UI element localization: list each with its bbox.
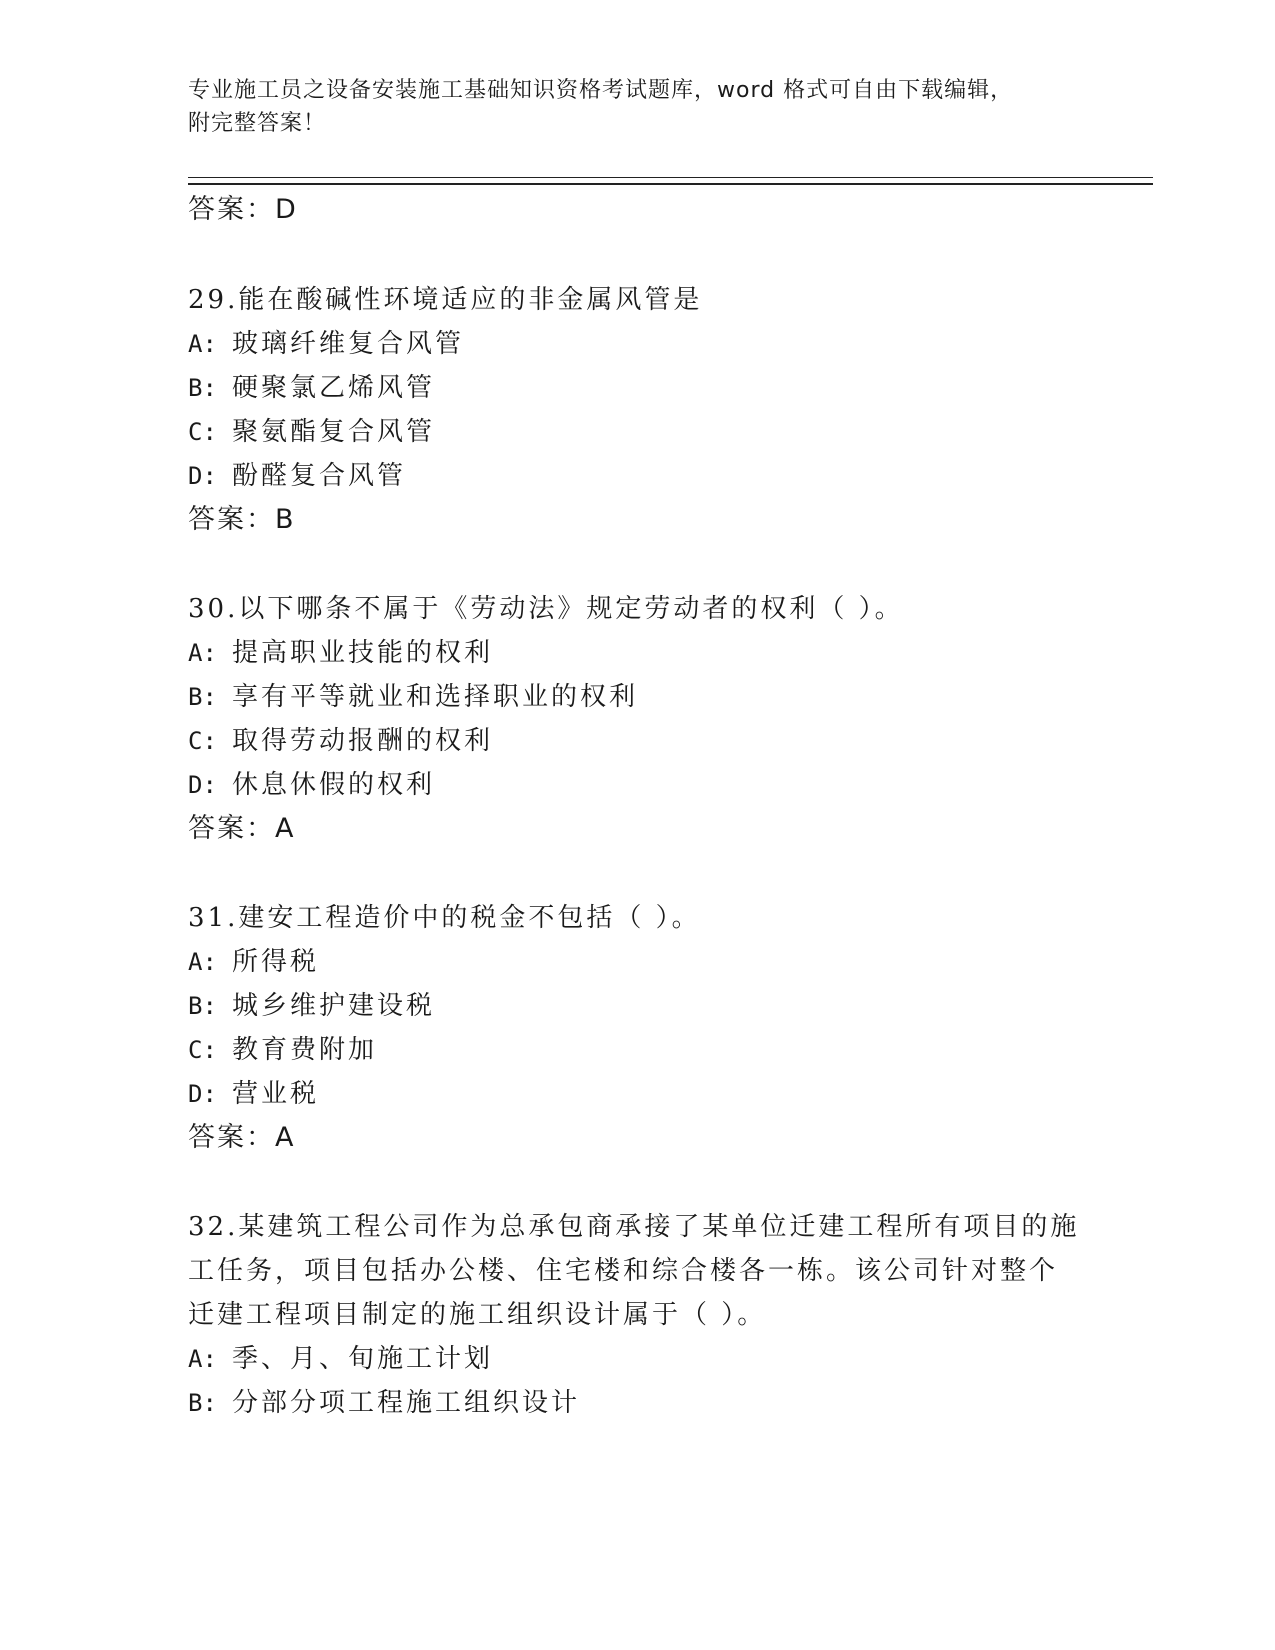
q31-option-d xyxy=(188,1077,319,1111)
q29-option-b-label: B: xyxy=(188,374,217,402)
q32-option-a-label: A: xyxy=(188,1345,217,1373)
q30-option-c-text: 取得劳动报酬的权利 xyxy=(232,726,494,756)
q30-option-c xyxy=(188,724,493,758)
q32-stem-line-3: 迁建工程项目制定的施工组织设计属于（ ）。 xyxy=(188,1300,767,1330)
q29-option-b-text: 硬聚氯乙烯风管 xyxy=(232,373,436,403)
q29-option-d-label: D: xyxy=(188,462,217,490)
document-header xyxy=(188,74,1088,140)
q29-option-d-text: 酚醛复合风管 xyxy=(232,461,407,491)
q31-option-b-text: 城乡维护建设税 xyxy=(232,991,436,1021)
q30-option-a xyxy=(188,636,493,670)
q29-option-c-label: C: xyxy=(188,418,217,446)
previous-answer: 答案：D xyxy=(188,194,298,225)
q31-option-c-label: C: xyxy=(188,1036,217,1064)
q29-answer: 答案：B xyxy=(188,504,296,535)
q31-answer: 答案：A xyxy=(188,1122,296,1153)
q29-option-a xyxy=(188,327,464,361)
q32-stem-line-2: 工任务，项目包括办公楼、住宅楼和综合楼各一栋。该公司针对整个 xyxy=(188,1256,1059,1286)
q30-answer: 答案：A xyxy=(188,813,296,844)
q32-option-a xyxy=(188,1342,493,1376)
q32-option-b-text: 分部分项工程施工组织设计 xyxy=(232,1388,581,1418)
q29-option-a-text: 玻璃纤维复合风管 xyxy=(232,329,465,359)
q30-stem: 30.以下哪条不属于《劳动法》规定劳动者的权利（ ）。 xyxy=(188,594,904,624)
header-divider-thin xyxy=(188,177,1153,178)
q31-option-b-label: B: xyxy=(188,992,217,1020)
q31-option-a xyxy=(188,945,319,979)
q30-option-b xyxy=(188,680,638,714)
q31-option-d-label: D: xyxy=(188,1080,217,1108)
q32-stem-line-1: 32.某建筑工程公司作为总承包商承接了某单位迁建工程所有项目的施 xyxy=(188,1212,1080,1242)
q30-option-a-text: 提高职业技能的权利 xyxy=(232,638,494,668)
q32-option-a-text: 季、月、旬施工计划 xyxy=(232,1344,494,1374)
q29-option-c xyxy=(188,415,435,449)
q32-option-b-label: B: xyxy=(188,1389,217,1417)
q30-option-d-text: 休息休假的权利 xyxy=(232,770,436,800)
q31-stem: 31.建安工程造价中的税金不包括（ ）。 xyxy=(188,903,701,933)
q29-option-c-text: 聚氨酯复合风管 xyxy=(232,417,436,447)
q31-option-a-label: A: xyxy=(188,948,217,976)
q32-option-b xyxy=(188,1386,580,1420)
header-divider-thick xyxy=(188,183,1153,185)
q30-option-b-text: 享有平等就业和选择职业的权利 xyxy=(232,682,639,712)
q31-option-a-text: 所得税 xyxy=(232,947,320,977)
header-line-2: 附完整答案！ xyxy=(188,111,327,136)
q29-stem: 29.能在酸碱性环境适应的非金属风管是 xyxy=(188,285,703,315)
q31-option-c xyxy=(188,1033,377,1067)
q31-option-b xyxy=(188,989,435,1023)
q30-option-a-label: A: xyxy=(188,639,217,667)
q30-option-b-label: B: xyxy=(188,683,217,711)
header-line-1: 专业施工员之设备安装施工基础知识资格考试题库，word 格式可自由下载编辑， xyxy=(188,78,1014,103)
q29-option-d xyxy=(188,459,406,493)
q31-option-c-text: 教育费附加 xyxy=(232,1035,378,1065)
q30-option-c-label: C: xyxy=(188,727,217,755)
q29-option-a-label: A: xyxy=(188,330,217,358)
q30-option-d-label: D: xyxy=(188,771,217,799)
q29-option-b xyxy=(188,371,435,405)
q31-option-d-text: 营业税 xyxy=(232,1079,320,1109)
q30-option-d xyxy=(188,768,435,802)
